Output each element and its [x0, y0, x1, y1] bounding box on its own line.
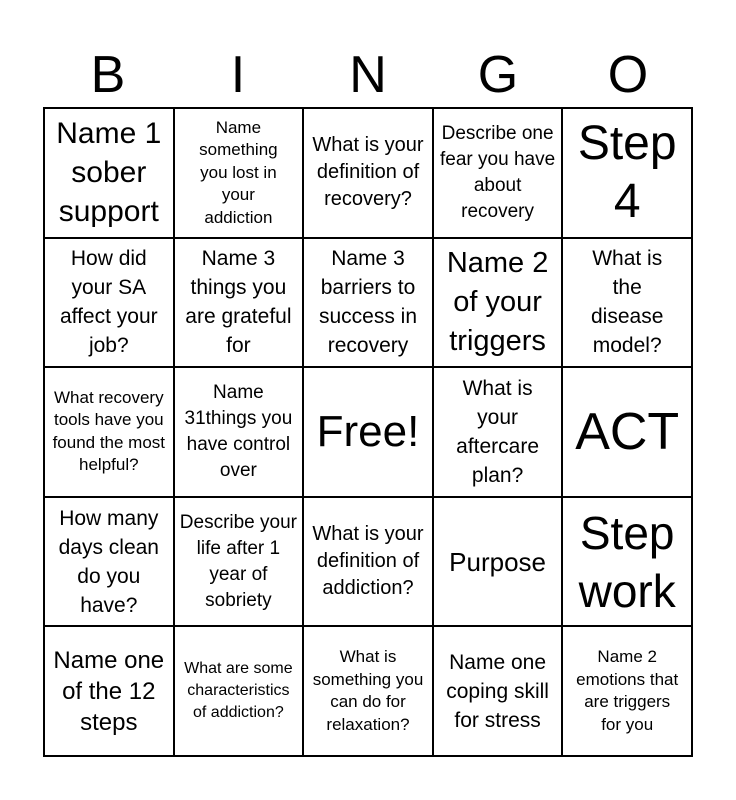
bingo-cell[interactable]: [303, 626, 433, 756]
bingo-cell[interactable]: [562, 238, 692, 368]
bingo-header: [43, 44, 693, 106]
cell-text: Step 4: [577, 116, 677, 228]
cell-text: ACT: [575, 402, 680, 461]
bingo-cell[interactable]: [433, 497, 563, 627]
cell-text: What recovery tools have you found the most helpful?: [52, 387, 166, 475]
bingo-cell[interactable]: [433, 626, 563, 756]
cell-text: Name 2 of your triggers: [446, 246, 549, 357]
header-letter-i: I: [230, 46, 246, 104]
bingo-cell[interactable]: [44, 108, 174, 238]
cell-text: Name 3 barriers to success in recovery: [318, 247, 418, 358]
cell-text: What is your definition of addiction?: [312, 523, 424, 600]
cell-text: Step work: [578, 506, 676, 617]
bingo-cell[interactable]: [303, 497, 433, 627]
header-letter-g: G: [477, 46, 519, 104]
cell-text: Name 2 emotions that are triggers for you: [576, 647, 679, 734]
cell-text: How many days clean do you have?: [58, 506, 159, 617]
cell-text: Free!: [316, 406, 420, 456]
cell-text: What are some characteristics of addiction?: [184, 660, 293, 722]
header-letter-o: O: [607, 46, 649, 104]
cell-text: Name one of the 12 steps: [53, 646, 165, 736]
cell-text: Purpose: [449, 546, 547, 577]
cell-text: What is your definition of recovery?: [312, 134, 424, 211]
cell-text: Name 1 sober support: [56, 117, 162, 229]
bingo-cell[interactable]: [433, 108, 563, 238]
bingo-cell[interactable]: [303, 367, 433, 497]
bingo-cell[interactable]: [174, 108, 304, 238]
bingo-cell[interactable]: [562, 108, 692, 238]
bingo-cell[interactable]: [562, 497, 692, 627]
bingo-cell[interactable]: [303, 108, 433, 238]
cell-text: Describe one fear you have about recovery: [440, 122, 556, 222]
bingo-grid: [43, 107, 693, 757]
cell-text: What is your aftercare plan?: [456, 376, 540, 487]
bingo-cell[interactable]: [174, 626, 304, 756]
bingo-cell[interactable]: [562, 367, 692, 497]
bingo-cell[interactable]: [433, 238, 563, 368]
cell-text: How did your SA affect your job?: [59, 247, 158, 358]
bingo-cell[interactable]: [303, 238, 433, 368]
cell-text: Name something you lost in your addiction: [199, 117, 278, 227]
header-letter-n: N: [349, 46, 387, 104]
bingo-cell[interactable]: [174, 497, 304, 627]
cell-text: Name 31things you have control over: [184, 381, 293, 481]
bingo-cell[interactable]: [174, 238, 304, 368]
bingo-cell[interactable]: [44, 238, 174, 368]
bingo-cell[interactable]: [562, 626, 692, 756]
cell-text: What is the disease model?: [591, 247, 664, 358]
cell-text: Describe your life after 1 year of sobriety: [179, 511, 297, 611]
bingo-cell[interactable]: [174, 367, 304, 497]
cell-text: What is something you can do for relaxation?: [312, 647, 424, 734]
bingo-cell[interactable]: [433, 367, 563, 497]
cell-text: Name one coping skill for stress: [446, 650, 549, 732]
bingo-cell[interactable]: [44, 367, 174, 497]
bingo-cell[interactable]: [44, 626, 174, 756]
header-letter-b: B: [90, 46, 126, 104]
cell-text: Name 3 things you are grateful for: [185, 247, 292, 358]
bingo-cell[interactable]: [44, 497, 174, 627]
